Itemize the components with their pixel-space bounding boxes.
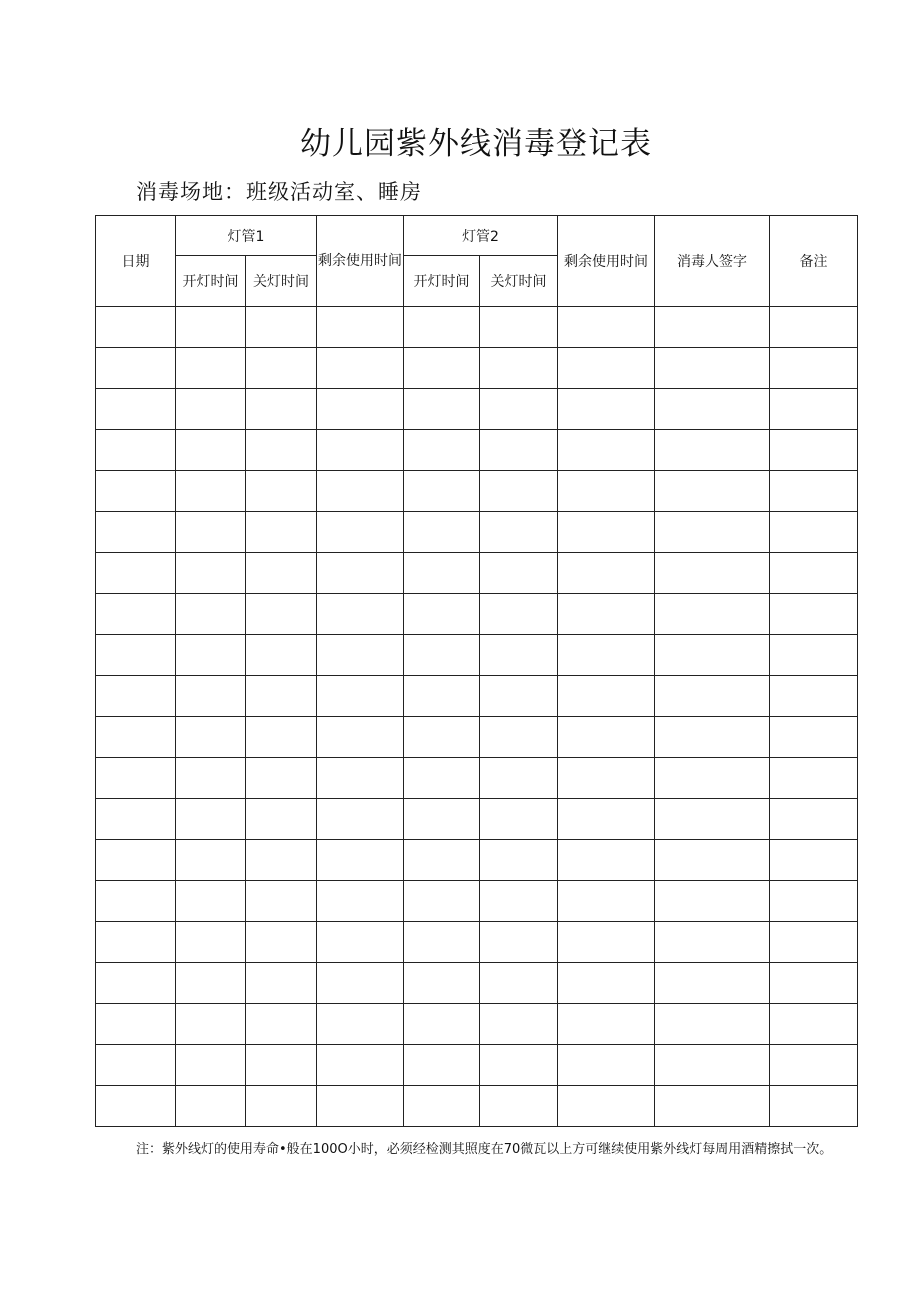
- table-cell[interactable]: [317, 471, 404, 512]
- table-cell[interactable]: [655, 1004, 770, 1045]
- table-cell[interactable]: [655, 717, 770, 758]
- table-cell[interactable]: [246, 553, 317, 594]
- table-cell[interactable]: [770, 1086, 858, 1127]
- table-cell[interactable]: [246, 758, 317, 799]
- table-cell[interactable]: [246, 471, 317, 512]
- table-cell[interactable]: [96, 881, 176, 922]
- header-lamp2-off-time: 关灯时间: [480, 256, 558, 307]
- table-cell[interactable]: [176, 635, 246, 676]
- table-cell[interactable]: [404, 1086, 480, 1127]
- table-cell[interactable]: [176, 389, 246, 430]
- table-cell[interactable]: [246, 676, 317, 717]
- table-cell[interactable]: [770, 1004, 858, 1045]
- table-cell[interactable]: [176, 717, 246, 758]
- table-cell[interactable]: [558, 840, 655, 881]
- table-cell[interactable]: [176, 471, 246, 512]
- registration-table: [95, 215, 858, 1127]
- table-cell[interactable]: [317, 799, 404, 840]
- table-cell[interactable]: [480, 348, 558, 389]
- table-cell[interactable]: [96, 922, 176, 963]
- footnote: 注：紫外线灯的使用寿命•般在100O小时，必须经检测其照度在70微瓦以上方可继续使用紫外线灯每周用酒精擦拭一次。: [136, 1142, 833, 1157]
- table-cell[interactable]: [655, 758, 770, 799]
- table-cell[interactable]: [655, 307, 770, 348]
- table-cell[interactable]: [317, 840, 404, 881]
- table-row: [96, 307, 858, 348]
- table-cell[interactable]: [480, 799, 558, 840]
- table-cell[interactable]: [96, 1004, 176, 1045]
- table-cell[interactable]: [770, 840, 858, 881]
- table-cell[interactable]: [404, 922, 480, 963]
- table-cell[interactable]: [655, 471, 770, 512]
- disinfection-location: 消毒场地：班级活动室、睡房: [136, 180, 422, 204]
- table-cell[interactable]: [176, 512, 246, 553]
- table-cell[interactable]: [404, 553, 480, 594]
- table-cell[interactable]: [558, 676, 655, 717]
- table-cell[interactable]: [96, 635, 176, 676]
- table-cell[interactable]: [655, 635, 770, 676]
- table-cell[interactable]: [558, 717, 655, 758]
- table-cell[interactable]: [176, 963, 246, 1004]
- header-signature: 消毒人签字: [655, 216, 770, 307]
- table-row: [96, 471, 858, 512]
- table-cell[interactable]: [770, 799, 858, 840]
- table-cell[interactable]: [317, 758, 404, 799]
- table-cell[interactable]: [404, 635, 480, 676]
- table-cell[interactable]: [655, 430, 770, 471]
- table-cell[interactable]: [176, 676, 246, 717]
- table-cell[interactable]: [655, 348, 770, 389]
- header-lamp1: 灯管1: [176, 216, 317, 256]
- table-row: [96, 840, 858, 881]
- table-cell[interactable]: [96, 471, 176, 512]
- header-date: 日期: [96, 216, 176, 307]
- table-cell[interactable]: [558, 430, 655, 471]
- table-row: [96, 758, 858, 799]
- table-cell[interactable]: [558, 799, 655, 840]
- table-cell[interactable]: [96, 717, 176, 758]
- table-cell[interactable]: [246, 348, 317, 389]
- table-row: [96, 1086, 858, 1127]
- table-cell[interactable]: [96, 676, 176, 717]
- table-cell[interactable]: [655, 553, 770, 594]
- table-cell[interactable]: [96, 430, 176, 471]
- table-row: [96, 881, 858, 922]
- table-cell[interactable]: [480, 1086, 558, 1127]
- table-row: [96, 635, 858, 676]
- table-cell[interactable]: [655, 881, 770, 922]
- header-lamp2-on-time: 开灯时间: [404, 256, 480, 307]
- table-cell[interactable]: [655, 922, 770, 963]
- table-cell[interactable]: [96, 389, 176, 430]
- table-cell[interactable]: [480, 430, 558, 471]
- table-cell[interactable]: [558, 307, 655, 348]
- table-row: [96, 430, 858, 471]
- table-cell[interactable]: [246, 963, 317, 1004]
- table-cell[interactable]: [317, 430, 404, 471]
- table-cell[interactable]: [480, 717, 558, 758]
- table-cell[interactable]: [480, 307, 558, 348]
- table-cell[interactable]: [770, 553, 858, 594]
- table-cell[interactable]: [404, 758, 480, 799]
- table-row: [96, 553, 858, 594]
- table-cell[interactable]: [770, 963, 858, 1004]
- table-cell[interactable]: [96, 758, 176, 799]
- table-cell[interactable]: [558, 635, 655, 676]
- table-cell[interactable]: [404, 717, 480, 758]
- table-cell[interactable]: [655, 840, 770, 881]
- table-cell[interactable]: [770, 1045, 858, 1086]
- table-cell[interactable]: [176, 1086, 246, 1127]
- table-cell[interactable]: [176, 430, 246, 471]
- table-cell[interactable]: [404, 881, 480, 922]
- table-cell[interactable]: [96, 512, 176, 553]
- table-row: [96, 389, 858, 430]
- table-row: [96, 717, 858, 758]
- table-cell[interactable]: [480, 676, 558, 717]
- table-cell[interactable]: [655, 389, 770, 430]
- table-cell[interactable]: [246, 717, 317, 758]
- table-row: [96, 512, 858, 553]
- table-cell[interactable]: [176, 307, 246, 348]
- table-cell[interactable]: [655, 1086, 770, 1127]
- table-cell[interactable]: [246, 1004, 317, 1045]
- table-cell[interactable]: [317, 1045, 404, 1086]
- table-cell[interactable]: [655, 963, 770, 1004]
- header-lamp2: 灯管2: [404, 216, 558, 256]
- table-cell[interactable]: [404, 676, 480, 717]
- header-row-1: [96, 216, 858, 256]
- table-cell[interactable]: [404, 471, 480, 512]
- table-cell[interactable]: [655, 594, 770, 635]
- table-cell[interactable]: [770, 594, 858, 635]
- table-cell[interactable]: [317, 635, 404, 676]
- table-cell[interactable]: [317, 348, 404, 389]
- table-cell[interactable]: [558, 1004, 655, 1045]
- table-cell[interactable]: [176, 758, 246, 799]
- table-cell[interactable]: [404, 389, 480, 430]
- table-cell[interactable]: [96, 307, 176, 348]
- table-cell[interactable]: [480, 840, 558, 881]
- table-cell[interactable]: [404, 799, 480, 840]
- table-cell[interactable]: [246, 1045, 317, 1086]
- table-cell[interactable]: [176, 881, 246, 922]
- table-cell[interactable]: [404, 307, 480, 348]
- table-cell[interactable]: [480, 635, 558, 676]
- table-cell[interactable]: [480, 963, 558, 1004]
- table-cell[interactable]: [404, 1045, 480, 1086]
- table-cell[interactable]: [558, 963, 655, 1004]
- table-cell[interactable]: [770, 430, 858, 471]
- table-cell[interactable]: [558, 594, 655, 635]
- table-cell[interactable]: [96, 963, 176, 1004]
- table-cell[interactable]: [655, 1045, 770, 1086]
- header-remaining-2: 剩余使用时间: [558, 216, 655, 307]
- table-row: [96, 594, 858, 635]
- table-cell[interactable]: [176, 594, 246, 635]
- table-cell[interactable]: [176, 553, 246, 594]
- table-cell[interactable]: [404, 348, 480, 389]
- table-cell[interactable]: [558, 922, 655, 963]
- table-cell[interactable]: [96, 553, 176, 594]
- table-cell[interactable]: [317, 307, 404, 348]
- table-cell[interactable]: [317, 1086, 404, 1127]
- table-cell[interactable]: [317, 1004, 404, 1045]
- table-cell[interactable]: [246, 594, 317, 635]
- table-cell[interactable]: [96, 594, 176, 635]
- table-cell[interactable]: [480, 1004, 558, 1045]
- table-cell[interactable]: [770, 881, 858, 922]
- table-cell[interactable]: [480, 389, 558, 430]
- table-cell[interactable]: [558, 471, 655, 512]
- table-cell[interactable]: [317, 717, 404, 758]
- table-cell[interactable]: [404, 430, 480, 471]
- table-cell[interactable]: [317, 963, 404, 1004]
- table-cell[interactable]: [558, 758, 655, 799]
- table-cell[interactable]: [404, 512, 480, 553]
- table-cell[interactable]: [404, 840, 480, 881]
- table-cell[interactable]: [246, 840, 317, 881]
- table-cell[interactable]: [558, 553, 655, 594]
- header-remaining-1: 剩余使用时间: [317, 216, 404, 307]
- table-cell[interactable]: [558, 1086, 655, 1127]
- header-remark: 备注: [770, 216, 858, 307]
- table-cell[interactable]: [480, 758, 558, 799]
- table-cell[interactable]: [96, 799, 176, 840]
- header-lamp1-off-time: 关灯时间: [246, 256, 317, 307]
- table-cell[interactable]: [480, 594, 558, 635]
- table-cell[interactable]: [96, 840, 176, 881]
- table-cell[interactable]: [480, 881, 558, 922]
- table-cell[interactable]: [770, 635, 858, 676]
- table-cell[interactable]: [770, 512, 858, 553]
- table-cell[interactable]: [246, 307, 317, 348]
- table-cell[interactable]: [246, 512, 317, 553]
- table-cell[interactable]: [480, 922, 558, 963]
- table-cell[interactable]: [246, 389, 317, 430]
- table-cell[interactable]: [317, 676, 404, 717]
- table-cell[interactable]: [317, 389, 404, 430]
- table-cell[interactable]: [246, 922, 317, 963]
- header-lamp1-on-time: 开灯时间: [176, 256, 246, 307]
- table-cell[interactable]: [176, 1004, 246, 1045]
- table-row: [96, 963, 858, 1004]
- table-cell[interactable]: [480, 512, 558, 553]
- table-cell[interactable]: [176, 348, 246, 389]
- table-cell[interactable]: [770, 922, 858, 963]
- table-cell[interactable]: [480, 553, 558, 594]
- table-cell[interactable]: [246, 430, 317, 471]
- table-cell[interactable]: [770, 717, 858, 758]
- table-row: [96, 922, 858, 963]
- table-cell[interactable]: [404, 1004, 480, 1045]
- table-cell[interactable]: [176, 1045, 246, 1086]
- table-cell[interactable]: [770, 676, 858, 717]
- table-cell[interactable]: [770, 389, 858, 430]
- table-cell[interactable]: [317, 881, 404, 922]
- table-cell[interactable]: [480, 471, 558, 512]
- table-cell[interactable]: [176, 922, 246, 963]
- table-cell[interactable]: [317, 553, 404, 594]
- table-cell[interactable]: [770, 471, 858, 512]
- table-cell[interactable]: [770, 348, 858, 389]
- table-cell[interactable]: [558, 389, 655, 430]
- table-cell[interactable]: [176, 840, 246, 881]
- table-body: [96, 307, 858, 1127]
- table-cell[interactable]: [404, 963, 480, 1004]
- table-cell[interactable]: [96, 1045, 176, 1086]
- table-cell[interactable]: [655, 799, 770, 840]
- table-row: [96, 1004, 858, 1045]
- table-row: [96, 799, 858, 840]
- table-cell[interactable]: [558, 348, 655, 389]
- table-row: [96, 1045, 858, 1086]
- table-cell[interactable]: [655, 676, 770, 717]
- table-cell[interactable]: [770, 758, 858, 799]
- table-cell[interactable]: [96, 1086, 176, 1127]
- table-row: [96, 676, 858, 717]
- table-cell[interactable]: [176, 799, 246, 840]
- table-row: [96, 348, 858, 389]
- table-cell[interactable]: [558, 881, 655, 922]
- table-cell[interactable]: [480, 1045, 558, 1086]
- table-cell[interactable]: [317, 922, 404, 963]
- table-cell[interactable]: [246, 881, 317, 922]
- table-cell[interactable]: [770, 307, 858, 348]
- table-cell[interactable]: [246, 1086, 317, 1127]
- table-cell[interactable]: [246, 799, 317, 840]
- table-cell[interactable]: [404, 594, 480, 635]
- table-cell[interactable]: [655, 512, 770, 553]
- table-cell[interactable]: [96, 348, 176, 389]
- table-cell[interactable]: [558, 1045, 655, 1086]
- table-cell[interactable]: [558, 512, 655, 553]
- form-title: 幼儿园紫外线消毒登记表: [300, 126, 652, 162]
- table-cell[interactable]: [246, 635, 317, 676]
- table-cell[interactable]: [317, 512, 404, 553]
- table-cell[interactable]: [317, 594, 404, 635]
